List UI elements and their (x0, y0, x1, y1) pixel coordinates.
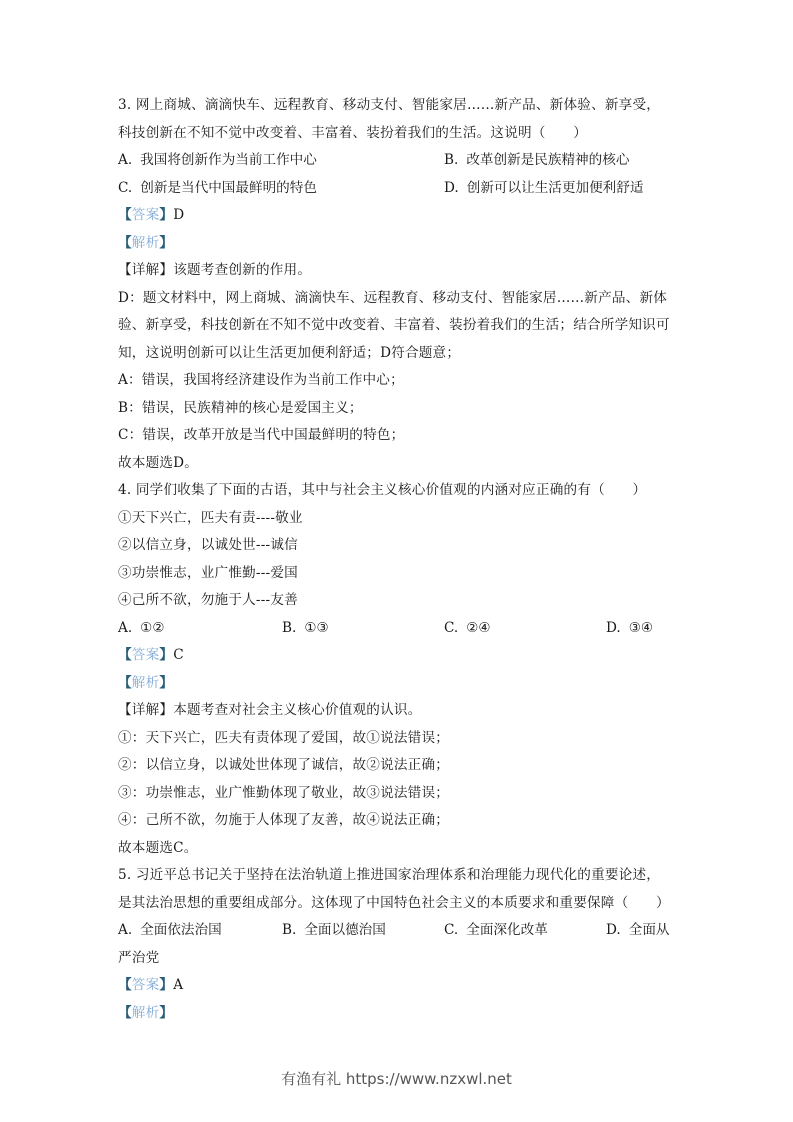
explanation-line: 知，这说明创新可以让生活更加便利舒适；D符合题意； (118, 344, 461, 361)
answer-value: D (173, 207, 185, 223)
statement-item: ②以信立身，以诚处世---诚信 (118, 537, 298, 553)
explanation-line: ④：己所不欲，勿施于人体现了友善，故④说法正确； (118, 812, 450, 828)
statement-item: ④己所不欲，勿施于人---友善 (118, 592, 298, 608)
options-row (118, 147, 678, 175)
answer-line (118, 972, 678, 1000)
option-c: C. 创新是当代中国最鲜明的特色 (118, 179, 317, 196)
option-c: C. 全面深化改革 (444, 922, 548, 938)
question-4 (118, 477, 678, 862)
option-b: B. ①③ (282, 619, 329, 636)
explanation-line: ③：功崇惟志，业广惟勤体现了敬业，故③说法错误； (118, 784, 450, 801)
detail-line: 【详解】该题考查创新的作用。 (118, 262, 312, 278)
options-row (118, 917, 678, 945)
options-row (118, 615, 678, 643)
question-3 (118, 92, 678, 477)
statement-item: ①天下兴亡，匹夫有责----敬业 (118, 509, 303, 526)
analysis-heading: 【解析】 (118, 674, 174, 691)
document-page (118, 92, 678, 1027)
explanation-line: 验、新享受，科技创新在不知不觉中改变着、丰富着、装扮着我们的生活；结合所学知识可 (118, 317, 670, 333)
analysis-heading: 【解析】 (118, 234, 174, 251)
option-d: D. 创新可以让生活更加便利舒适 (444, 179, 644, 196)
option-d: D. 全面从 (606, 922, 670, 938)
option-d-wrap: 严治党 (118, 949, 160, 966)
explanation-line: 故本题选C。 (118, 839, 198, 856)
statement-item: ③功崇惟志，业广惟勤---爱国 (118, 564, 298, 581)
question-stem: 3. 网上商城、滴滴快车、远程教育、移动支付、智能家居……新产品、新体验、新享受， (118, 97, 661, 113)
answer-tag: 【答案】 (118, 977, 174, 993)
question-stem: 4. 同学们收集了下面的古语，其中与社会主义核心价值观的内涵对应正确的有（ ） (118, 482, 647, 498)
option-a: A. 全面依法治国 (118, 922, 222, 938)
question-stem: 科技创新在不知不觉中改变着、丰富着、装扮着我们的生活。这说明（ ） (118, 124, 587, 141)
options-row (118, 175, 678, 203)
answer-line (118, 202, 678, 230)
explanation-line: 故本题选D。 (118, 454, 199, 471)
analysis-heading: 【解析】 (118, 1004, 174, 1021)
question-stem: 5. 习近平总书记关于坚持在法治轨道上推进国家治理体系和治理能力现代化的重要论述， (118, 867, 661, 883)
explanation-line: A：错误，我国将经济建设作为当前工作中心； (118, 372, 404, 388)
explanation-line: ②：以信立身，以诚处世体现了诚信，故②说法正确； (118, 757, 450, 773)
answer-tag: 【答案】 (118, 647, 174, 663)
option-b: B. 全面以德治国 (282, 922, 386, 938)
question-stem: 是其法治思想的重要组成部分。这体现了中国特色社会主义的本质要求和重要保障（ ） (118, 894, 670, 911)
answer-value: A (173, 977, 184, 993)
explanation-line: B：错误，民族精神的核心是爱国主义； (118, 399, 363, 416)
explanation-line: C：错误，改革开放是当代中国最鲜明的特色； (118, 427, 405, 443)
detail-line: 【详解】本题考查对社会主义核心价值观的认识。 (118, 702, 422, 718)
question-5 (118, 862, 678, 1027)
explanation-line: ①：天下兴亡，匹夫有责体现了爱国，故①说法错误； (118, 729, 450, 746)
option-a: A. ①② (118, 619, 165, 636)
option-c: C. ②④ (444, 619, 491, 636)
answer-value: C (173, 647, 184, 663)
footer-watermark: 有渔有礼 https://www.nzxwl.net (281, 1070, 512, 1088)
option-b: B. 改革创新是民族精神的核心 (444, 152, 630, 168)
answer-tag: 【答案】 (118, 207, 174, 223)
answer-line (118, 642, 678, 670)
option-d: D. ③④ (606, 619, 654, 636)
explanation-line: D：题文材料中，网上商城、滴滴快车、远程教育、移动支付、智能家居……新产品、新体 (118, 289, 668, 306)
option-a: A. 我国将创新作为当前工作中心 (118, 152, 317, 168)
